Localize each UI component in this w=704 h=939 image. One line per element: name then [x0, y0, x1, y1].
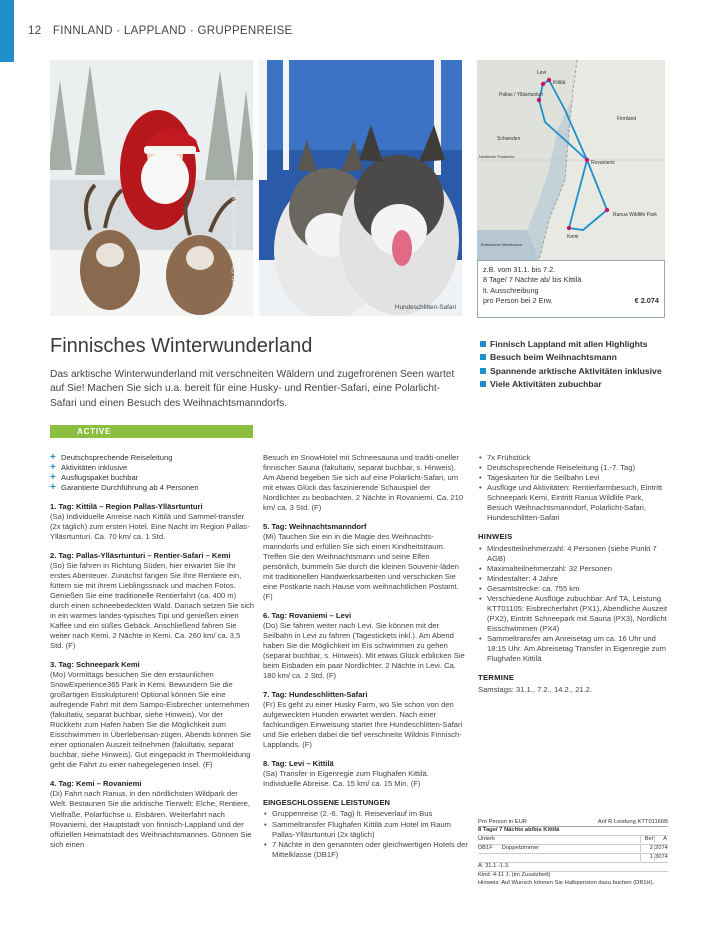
day-text: (Fr) Es geht zu einer Husky Farm, wo Sie schon von den aufgeweckten Hunden erwartet werden. Nach einer fachkundigen Einweisung startet Ihre Hundeschlitten-Safari und Sie erleben dabei die tief verschneite Wildnis Finnisch-Lapplands. (F) — [263, 700, 463, 750]
price-table-row — [478, 845, 668, 854]
price-table-header — [478, 818, 668, 827]
feature-item: + Deutschsprechende Reiseleitung — [50, 453, 255, 463]
included-list — [263, 809, 468, 859]
hinweis-item: • Verschiedene Ausflüge zubuchbar: Anf TA, Leistung KTT01105: Eisbrecherfahrt (PX1), Abendliche Auszeit (PX2), Eintritt Schneepark mit Sauna (PX3), Nordlicht Eisschwimmen (PX4) — [478, 594, 668, 634]
santa-photo-credit: © Santa Claus Foundation/ Visit Finland — [231, 190, 238, 298]
hinweis-item: • Mindestalter: 4 Jahre — [478, 574, 668, 584]
room-name: Doppelzimmer — [501, 845, 539, 852]
map-label-polarkreis: Nördlicher Polarkreis — [479, 155, 515, 159]
highlight-item: Finnisch Lappland mit allen Highlights — [480, 338, 662, 351]
day-section-continued — [263, 453, 468, 513]
price-table-col-bel: Bel — [640, 836, 654, 843]
map-label-levi: Levi — [537, 70, 547, 76]
day-title: 5. Tag: Weihnachtsmanndorf — [263, 522, 367, 532]
price-table — [478, 818, 668, 888]
price-table-header-left: Pro Person in EUR — [478, 818, 527, 825]
breadcrumb: FINNLAND · LAPPLAND · GRUPPENREISE — [52, 25, 293, 37]
included-item: • Tageskarten für die Seilbahn Levi — [478, 473, 668, 483]
price-box-row — [483, 296, 659, 306]
price-table-row — [478, 854, 668, 863]
included-item: • Gruppenreise (2.-6. Tag) lt. Reiseverlauf im Bus — [263, 809, 468, 819]
day-text: (Sa) Transfer in Eigenregie zum Flughafen Kittilä. Individuelle Abreise. Ca. 15 km/ ca. 15 Min. (F) — [263, 769, 429, 789]
day-title: 6. Tag: Rovaniemi – Levi — [263, 611, 352, 621]
route-map-graphic — [477, 60, 665, 260]
room-occupancy: 1 — [640, 854, 654, 861]
day-title: 1. Tag: Kittilä – Region Pallas-Ylläsrtunturi — [50, 502, 203, 512]
map-label-rovaniemi: Rovaniemi — [591, 160, 615, 166]
day-title: 4. Tag: Kemi – Rovaniemi — [50, 779, 142, 789]
price-table-duration: 8 Tage/ 7 Nächte ab/bis Kittilä — [478, 827, 560, 834]
santa-illustration — [50, 60, 253, 316]
hinweis-item: • Gesamtstrecke: ca. 755 km — [478, 584, 668, 594]
day-title: 2. Tag: Pallas-Ylläsrtunturi – Rentier-Safari – Kemi — [50, 551, 231, 561]
page-tab-accent — [0, 0, 14, 62]
day-text: (Mo) Vormittags besuchen Sie den erstaunlichen SnowExperience365 Park in Kemi. Bewundern Sie die großartigen Eisskulpturen! Optional können Sie eine aufregende Fahrt mit dem Sampo-Eisbrecher unternehmen (fakultativ, separat buchbar, siehe Hinweis). Vor der Rückkehr zum Hafen haben Sie die Möglichkeit zum Eisschwimmen in Überlebensan-zügen. Abends können Sie einer optionalen Auszeit teilnehmen (fakultativ, separat buchbar, siehe Hinweis). Gut eingepackt in Thermokleidung geht die Fahrt zu einer nahegelegenen Insel. (F) — [50, 670, 251, 770]
feature-list — [50, 453, 255, 493]
day-section — [263, 759, 468, 789]
feature-item: + Garantierte Durchführung ab 4 Personen — [50, 483, 255, 493]
price-box-tender: lt. Ausschreibung — [483, 285, 539, 295]
day-text: (Di) Fahrt nach Ranua, in den nördlichsten Wildpark der Welt. Bestaunen Sie die arktische Tierwelt: Elche, Rentiere, Vielfraße, Polarfüchse u. Eisbären. Weiterfahrt nach Rovaniemi, der Hauptstadt von finnisch-Lappland und der offiziellen Heimatstadt des Weihnachtsmannes. Gönnen Sie sich einen — [50, 789, 252, 849]
husky-photo-caption: Hundeschlitten-Safari — [394, 303, 456, 311]
highlights-list — [480, 338, 662, 391]
active-badge: ACTIVE — [50, 425, 253, 438]
map-label-kittila: Kittilä — [553, 80, 566, 86]
hinweis-item: • Sammeltransfer am Anreisetag um ca. 16 Uhr und 18:15 Uhr. Am Abreisetag Transfer in Eigenregie zum Flughafen Kittilä — [478, 634, 668, 664]
page-number: 12 — [28, 25, 42, 37]
info-column — [478, 453, 668, 695]
page-title: Finnisches Winterwunderland — [50, 335, 313, 357]
day-section — [263, 690, 468, 750]
map-label-ranua: Ranua Wildlife Park — [613, 212, 657, 218]
room-price: 3074 — [655, 854, 668, 861]
itinerary-column-2 — [263, 453, 468, 860]
price-table-hinweis: Hinweis: Auf Wunsch können Sie Halbpension dazu buchen (DB1H). — [478, 880, 655, 887]
map-label-pallas: Pallas / Ylläsrtunturi — [499, 92, 544, 98]
route-map — [477, 60, 665, 260]
map-label-kemi: Kemi — [567, 234, 579, 240]
day-title: 3. Tag: Schneepark Kemi — [50, 660, 140, 670]
included-list-continued — [478, 453, 668, 523]
hinweis-list — [478, 544, 668, 664]
feature-item: + Ausflugspaket buchbar — [50, 473, 255, 483]
hinweis-heading: HINWEIS — [478, 532, 513, 542]
price-box-dates: z.B. vom 31.1. bis 7.2. — [483, 265, 556, 274]
price-box — [477, 260, 665, 318]
price-table-period — [478, 863, 668, 872]
hinweis-item: • Mindestteilnehmerzahl: 4 Personen (siehe Punkt 7 AGB) — [478, 544, 668, 564]
room-price: 2074 — [655, 845, 668, 852]
included-heading: EINGESCHLOSSENE LEISTUNGEN — [263, 798, 391, 808]
day-text: Besuch im SnowHotel mit Schneesauna und traditi-oneller finnischer Sauna (fakultativ, separat buchbar, s. Hinweis). Am Abend begeben Sie sich auf eine Polarlicht-Safari, um mit etwas Glück das faszinierende Schauspiel der Nordlichter zu beobachten. 2 Nächte in Rovaniemi. Ca. 210 km/ ca. 3 Std. (F) — [263, 453, 464, 513]
day-title: 8. Tag: Levi – Kittilä — [263, 759, 334, 769]
price-table-col-a: A — [654, 836, 668, 843]
price-box-duration: 8 Tage/ 7 Nächte ab/ bis Kittilä — [483, 275, 582, 285]
price-table-kind: Kind: 4-11 J. (im Zusatzbett) — [478, 872, 551, 879]
page-header — [28, 24, 293, 39]
day-section — [50, 502, 255, 542]
map-label-schweden: Schweden — [497, 136, 521, 142]
included-item: • 7 Nächte in den genannten oder gleichwertigen Hotels der Mittelklasse (DB1F) — [263, 840, 468, 860]
day-text: (Do) Sie fahren weiter nach Levi. Sie können mit der Seilbahn in Levi zu fahren (Tagestickets inkl.). Am Abend haben Sie die Möglichkeit im Eis schwimmen zu gehen (separat buchbar, s. Hinweis). Mit etwas Glück erblicken Sie beim Eisbaden ein paar Nordlichter. 2 Nächte in Levi. Ca. 180 km/ ca. 2 Std. (F) — [263, 621, 465, 681]
price-table-col-unterk: Unterk — [478, 836, 496, 843]
included-item: • 7x Frühstück — [478, 453, 668, 463]
husky-photo — [259, 60, 462, 316]
price-table-subheader — [478, 827, 668, 836]
day-text: (Mi) Tauchen Sie ein in die Magie des Weihnachts-manndorfs und erfüllen Sie sich einen Kindheitstraum. Treffen Sie den Weihnachtsmann und seine Elfen persönlich, bummeln Sie durch die kleinen Souvenir-läden mit traditionellen Handwerksarbeiten und verschicken Sie eine Postkarte nach Hause vom weihnachtlichen Postamt. (F) — [263, 532, 459, 602]
included-item: • Sammeltransfer Flughafen Kittilä zum Hotel im Raum Pallas-Ylläsrtunturi (2x täglich) — [263, 820, 468, 840]
day-title: 7. Tag: Hundeschlitten-Safari — [263, 690, 368, 700]
room-code: DB1F — [478, 845, 493, 852]
included-item: • Ausflüge und Aktivitäten: Rentierfarmbesuch, Eintritt Schneepark Kemi, Eintritt Ranua Wildlife Park, Besuch Weihnachtsmanndorf, Polarlicht-Safari, Hundeschlitten-Safari — [478, 483, 668, 523]
price-box-price: € 2.074 — [634, 296, 659, 306]
day-section — [50, 660, 255, 770]
price-table-header-right: Anf R Leistung KTT01166B — [597, 818, 668, 825]
price-table-colheads — [478, 836, 668, 845]
feature-item: + Aktivitäten inklusive — [50, 463, 255, 473]
highlight-item: Viele Aktivitäten zubuchbar — [480, 378, 662, 391]
map-label-meerbusen: Bottnischer Meerbusen — [481, 242, 523, 247]
day-section — [50, 779, 255, 849]
price-period: A: 31.1.-1.3. — [478, 863, 510, 870]
map-label-finnland: Finnland — [617, 116, 637, 122]
highlight-item: Besuch beim Weihnachtsmann — [480, 351, 662, 364]
hinweis-item: • Maximalteilnehmerzahl: 32 Personen — [478, 564, 668, 574]
room-occupancy: 2 — [640, 845, 654, 852]
day-text: (Sa) Individuelle Anreise nach Kittilä und Sammel-transfer (2x täglich) zum ersten Hotel. Eine Nacht im Region Pallas-Ylläsrtunturi. Ca. 70 km/ ca. 1 Std. — [50, 512, 250, 542]
day-section — [50, 551, 255, 651]
day-section — [263, 522, 468, 602]
intro-text: Das arktische Winterwunderland mit verschneiten Wäldern und zugefrorenen Seen wartet auf Sie! Machen Sie sich u.a. bereit für eine Husky- und Rentier-Safari, eine Polarlicht-Safari und einen Besuch des Weihnachtsmanndorfs. — [50, 369, 455, 409]
husky-illustration — [259, 60, 462, 316]
highlight-item: Spannende arktische Aktivitäten inklusive — [480, 365, 662, 378]
termine-text: Samstags: 31.1., 7.2., 14.2., 21.2. — [478, 685, 592, 695]
day-section — [263, 611, 468, 681]
santa-photo — [50, 60, 253, 316]
termine-heading: TERMINE — [478, 673, 515, 683]
itinerary-column-1 — [50, 453, 255, 859]
day-text: (So) Sie fahren in Richtung Süden, hier erwartet Sie Ihr erstes Abenteuer. Zunächst fangen Sie Ihre Rentiere ein, füttern sie mit ihrem Lieblingssnack und machen Fotos. Genießen Sie eine traditionelle Rentierfahrt (ca. 400 m) durch einen schneebedeckten Wald. Danach setzen Sie sich in ein warmes landes-typisches Tipi und genießen einen Kaffee und ein süßes Gebäck. Anschließend fahren Sie weiter nach Kemi. 2 Nächte in Kemi. Ca. 260 km/ ca. 3,5 Std. (F) — [50, 561, 255, 651]
included-item: • Deutschsprechende Reiseleitung (1.-7. Tag) — [478, 463, 668, 473]
price-box-basis: pro Person bei 2 Erw. — [483, 296, 553, 306]
